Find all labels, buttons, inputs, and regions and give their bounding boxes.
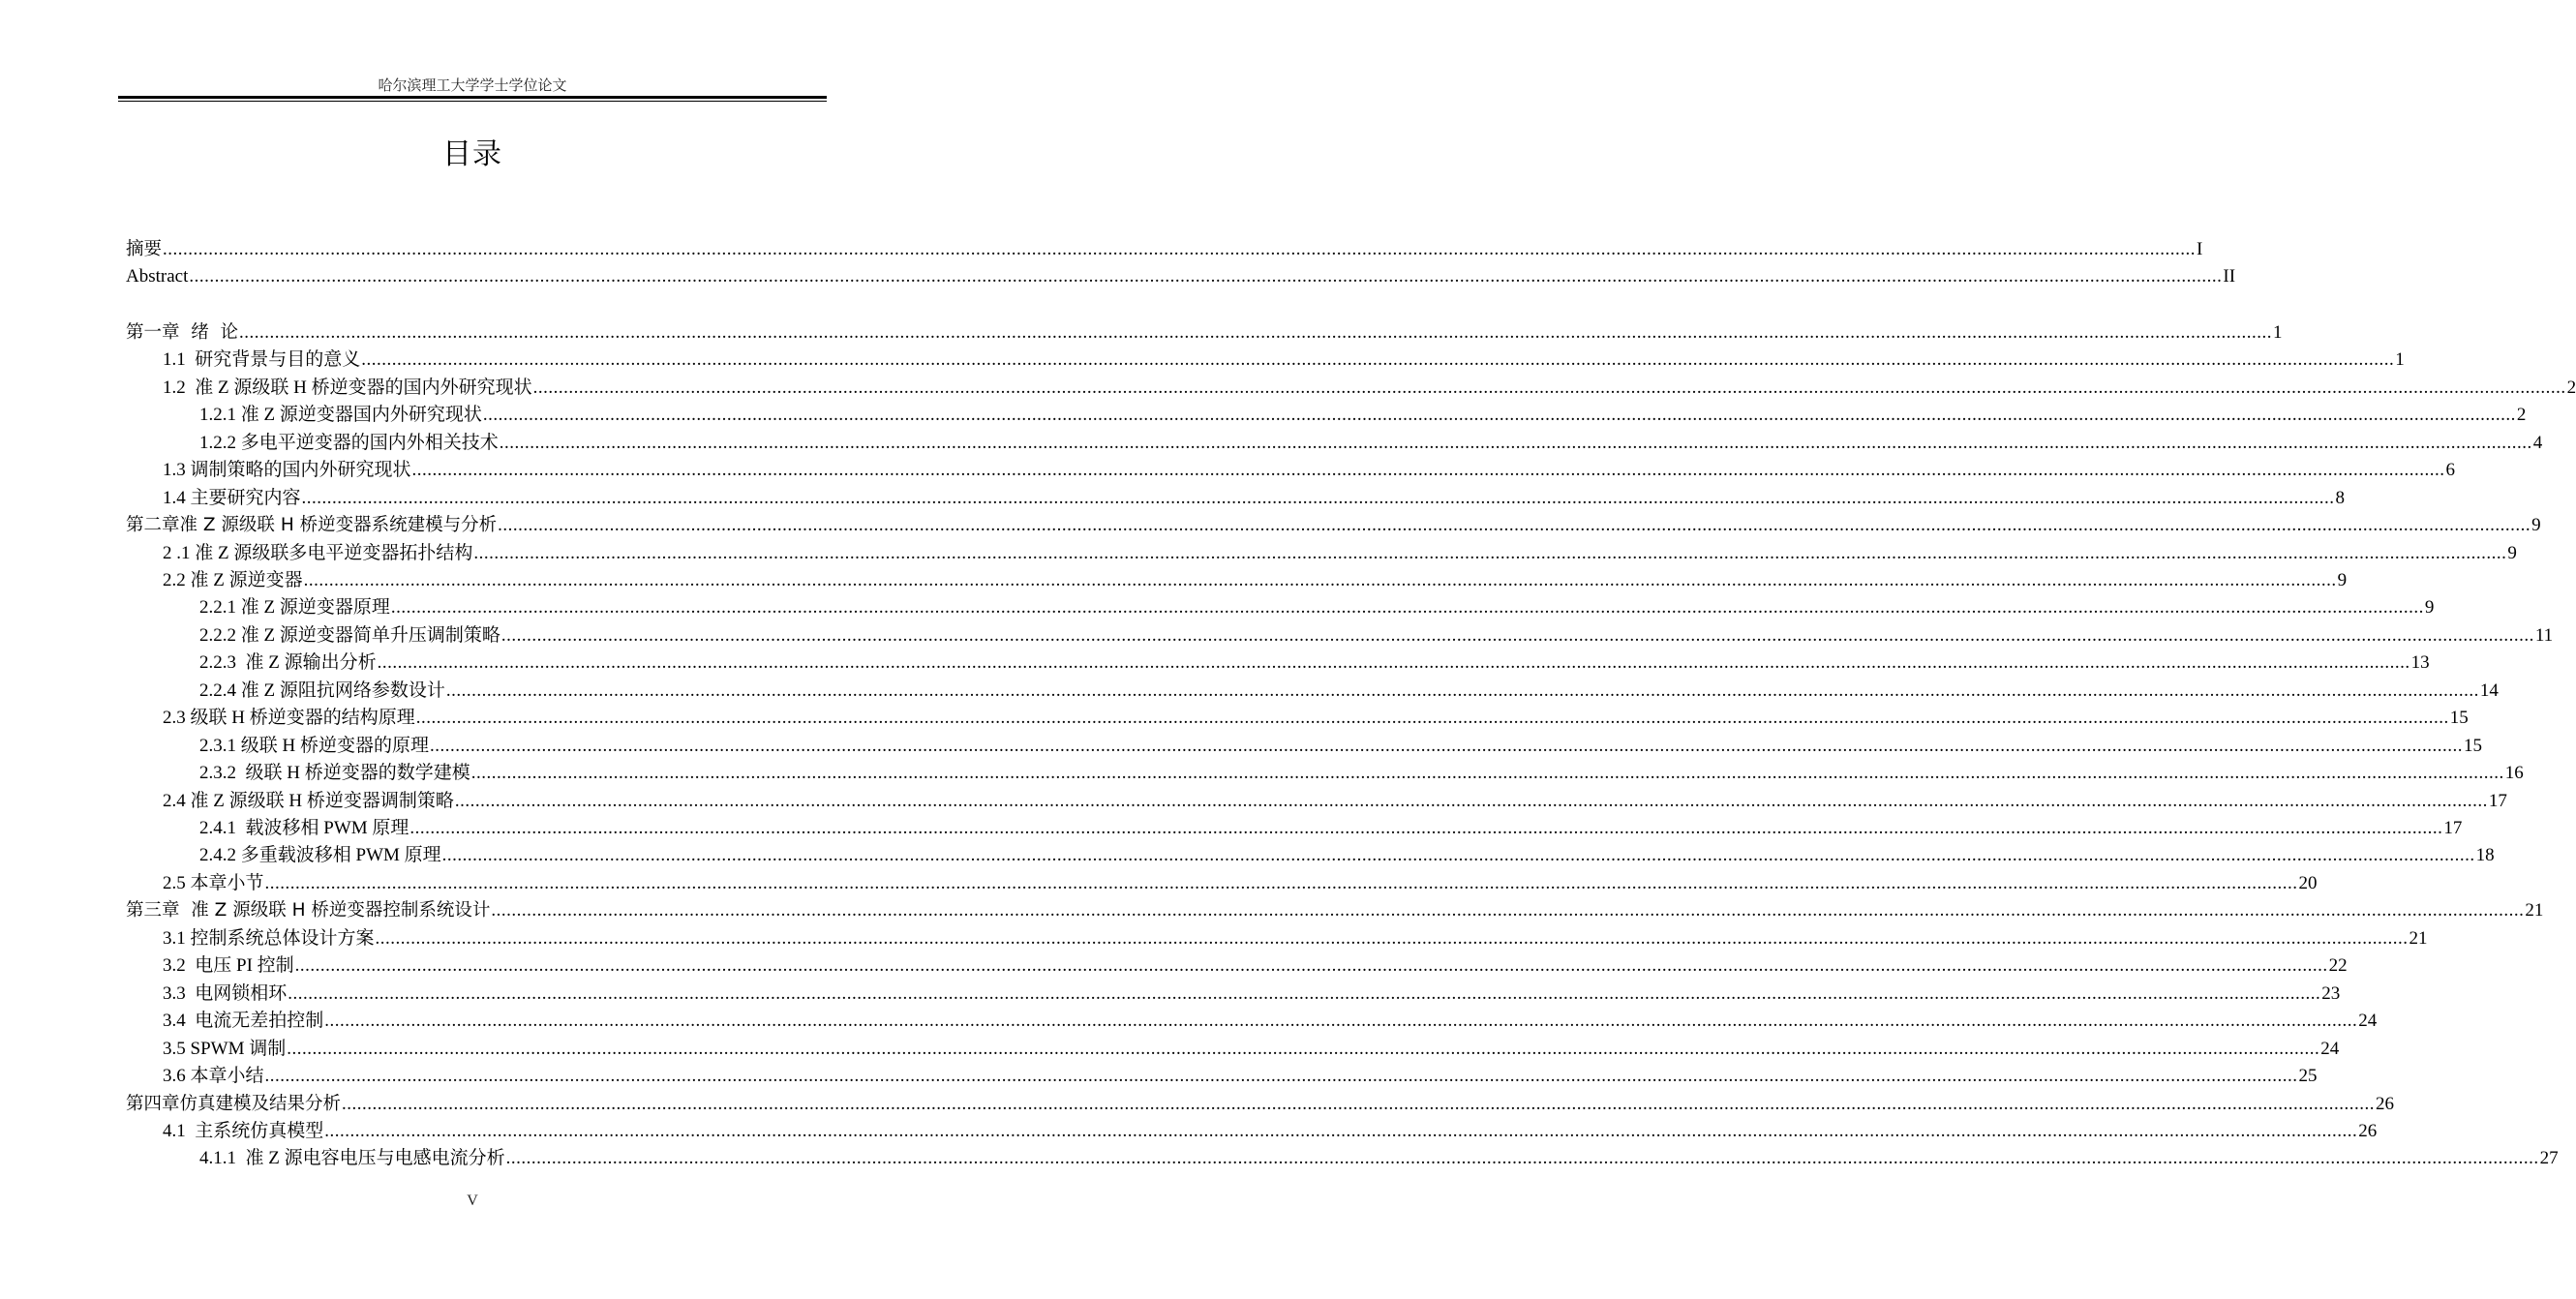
toc-dot-leader: ................................................................................................................................................................................................................................................................................................................................................................................................................ [163, 239, 2197, 259]
toc-entry-label: 第一章 绪 论 [126, 321, 239, 343]
toc-entry[interactable] [163, 457, 2456, 484]
toc-entry[interactable] [199, 1145, 2559, 1172]
toc-entry-page: 9 [2337, 569, 2348, 590]
toc-entry[interactable] [163, 567, 2348, 594]
toc-dot-leader: ................................................................................................................................................................................................................................................................................................................................................................................................................ [498, 515, 2531, 536]
toc-entry-label: 2.4 准 Z 源级联 H 桥逆变器调制策略 [163, 790, 454, 811]
toc-entry-label: 1.2.1 准 Z 源逆变器国内外研究现状 [199, 405, 482, 426]
toc-dot-leader: ................................................................................................................................................................................................................................................................................................................................................................................................................ [264, 1066, 2298, 1087]
toc-entry[interactable] [199, 622, 2554, 650]
toc-entry-label: 3.4 电流无差拍控制 [163, 1011, 324, 1032]
toc-entry-label: 2.5 本章小节 [163, 872, 264, 893]
toc-entry[interactable] [163, 705, 2469, 732]
toc-entry-label: 3.1 控制系统总体设计方案 [163, 927, 375, 949]
toc-entry[interactable] [163, 1063, 2318, 1090]
toc-dot-leader: ................................................................................................................................................................................................................................................................................................................................................................................................................ [441, 845, 2475, 866]
toc-entry[interactable] [163, 925, 2428, 952]
toc-entry[interactable] [163, 1036, 2340, 1063]
toc-dot-leader: ................................................................................................................................................................................................................................................................................................................................................................................................................ [375, 927, 2409, 949]
toc-entry-label: 3.5 SPWM 调制 [163, 1038, 287, 1059]
toc-dot-leader: ................................................................................................................................................................................................................................................................................................................................................................................................................ [303, 569, 2337, 590]
toc-entry-label: 1.2 准 Z 源级联 H 桥逆变器的国内外研究现状 [163, 377, 532, 398]
toc-entry-page: 15 [2463, 735, 2482, 756]
header-rule-thick [118, 96, 827, 99]
toc-dot-leader: ................................................................................................................................................................................................................................................................................................................................................................................................................ [445, 680, 2479, 701]
toc-dot-leader: ................................................................................................................................................................................................................................................................................................................................................................................................................ [411, 460, 2445, 481]
toc-entry-page: 11 [2534, 624, 2554, 646]
toc-entry-page: 16 [2504, 763, 2524, 784]
toc-dot-leader: ................................................................................................................................................................................................................................................................................................................................................................................................................ [415, 708, 2449, 729]
toc-entry-page: 6 [2445, 460, 2456, 481]
toc-entry-page: II [2223, 266, 2236, 287]
toc-dot-leader: ................................................................................................................................................................................................................................................................................................................................................................................................................ [454, 790, 2488, 811]
toc-entry-page: 26 [2358, 1120, 2378, 1141]
toc-entry-label: 第二章准 Z 源级联 H 桥逆变器系统建模与分析 [126, 515, 498, 536]
toc-entry-label: 2.2.3 准 Z 源输出分析 [199, 652, 377, 674]
toc-entry-page: 21 [2409, 927, 2428, 949]
toc-entry[interactable] [199, 842, 2495, 869]
toc-dot-leader: ................................................................................................................................................................................................................................................................................................................................................................................................................ [482, 405, 2516, 426]
toc-dot-leader: ................................................................................................................................................................................................................................................................................................................................................................................................................ [377, 652, 2410, 674]
toc-entry[interactable] [163, 1008, 2378, 1035]
toc-entry[interactable] [199, 733, 2482, 760]
toc-entry-label: 2.4.2 多重载波移相 PWM 原理 [199, 845, 441, 866]
toc-entry-page: 9 [2507, 542, 2517, 563]
toc-entry-label: 2.2.4 准 Z 源阻抗网络参数设计 [199, 680, 445, 701]
toc-entry[interactable] [199, 430, 2543, 457]
toc-dot-leader: ................................................................................................................................................................................................................................................................................................................................................................................................................ [505, 1148, 2539, 1169]
toc-entry-label: 3.3 电网锁相环 [163, 982, 288, 1004]
toc-entry-label: 3.6 本章小结 [163, 1066, 264, 1087]
toc-dot-leader: ................................................................................................................................................................................................................................................................................................................................................................................................................ [288, 982, 2321, 1004]
toc-dot-leader: ................................................................................................................................................................................................................................................................................................................................................................................................................ [429, 735, 2463, 756]
toc-entry-page: 18 [2475, 845, 2495, 866]
toc-dot-leader: ................................................................................................................................................................................................................................................................................................................................................................................................................ [287, 1038, 2320, 1059]
toc-dot-leader: ................................................................................................................................................................................................................................................................................................................................................................................................................ [324, 1011, 2358, 1032]
toc-entry[interactable] [163, 347, 2405, 374]
toc-entry-page: 8 [2335, 487, 2346, 508]
toc-entry-page: 17 [2488, 790, 2507, 811]
toc-entry-label: 第四章仿真建模及结果分析 [126, 1093, 342, 1114]
toc-entry-label: 第三章 准 Z 源级联 H 桥逆变器控制系统设计 [126, 900, 491, 921]
toc-dot-leader: ................................................................................................................................................................................................................................................................................................................................................................................................................ [294, 955, 2328, 977]
toc-dot-leader: ................................................................................................................................................................................................................................................................................................................................................................................................................ [499, 432, 2532, 453]
toc-entry[interactable] [126, 319, 2283, 347]
toc-dot-leader: ................................................................................................................................................................................................................................................................................................................................................................................................................ [390, 597, 2424, 619]
toc-entry-label: 2.2 准 Z 源逆变器 [163, 569, 303, 590]
toc-entry[interactable] [163, 540, 2517, 567]
toc-dot-leader: ................................................................................................................................................................................................................................................................................................................................................................................................................ [500, 624, 2534, 646]
toc-entry-page: 24 [2320, 1038, 2340, 1059]
toc-entry-page: 20 [2298, 872, 2318, 893]
toc-entry[interactable] [126, 236, 2203, 263]
toc-dot-leader: ................................................................................................................................................................................................................................................................................................................................................................................................................ [189, 266, 2223, 287]
toc-entry-label: 1.2.2 多电平逆变器的国内外相关技术 [199, 432, 499, 453]
header-rule-thin [118, 101, 827, 102]
toc-dot-leader: ................................................................................................................................................................................................................................................................................................................................................................................................................ [264, 872, 2298, 893]
toc-entry-page: 13 [2410, 652, 2430, 674]
toc-dot-leader: ................................................................................................................................................................................................................................................................................................................................................................................................................ [409, 818, 2443, 838]
toc-entry[interactable] [199, 678, 2499, 705]
toc-entry-page: 2 [2566, 377, 2576, 398]
toc-entry-label: 2.3.2 级联 H 桥逆变器的数学建模 [199, 763, 470, 784]
toc-dot-leader: ................................................................................................................................................................................................................................................................................................................................................................................................................ [324, 1120, 2358, 1141]
toc-entry[interactable] [163, 952, 2348, 980]
page-number: V [467, 1193, 478, 1209]
toc-entry-page: 1 [2273, 321, 2283, 343]
toc-dot-leader: ................................................................................................................................................................................................................................................................................................................................................................................................................ [491, 900, 2525, 921]
toc-dot-leader: ................................................................................................................................................................................................................................................................................................................................................................................................................ [342, 1093, 2376, 1114]
toc-entry-label: Abstract [126, 266, 189, 287]
toc-dot-leader: ................................................................................................................................................................................................................................................................................................................................................................................................................ [470, 763, 2504, 784]
toc-entry-page: 24 [2358, 1011, 2378, 1032]
toc-entry-page: 22 [2328, 955, 2348, 977]
toc-entry-label: 3.2 电压 PI 控制 [163, 955, 294, 977]
toc-entry[interactable] [126, 1091, 2395, 1118]
toc-entry-label: 2.2.2 准 Z 源逆变器简单升压调制策略 [199, 624, 500, 646]
toc-entry[interactable] [199, 402, 2527, 429]
toc-entry-label: 4.1 主系统仿真模型 [163, 1120, 324, 1141]
toc-entry-label: 1.1 研究背景与目的意义 [163, 349, 361, 371]
toc-entry-label: 2 .1 准 Z 源级联多电平逆变器拓扑结构 [163, 542, 473, 563]
toc-entry[interactable] [199, 760, 2524, 787]
toc-entry-label: 摘要 [126, 239, 163, 259]
header-rule [118, 96, 827, 103]
toc-dot-leader: ................................................................................................................................................................................................................................................................................................................................................................................................................ [473, 542, 2507, 563]
toc-entry[interactable] [163, 1118, 2378, 1145]
toc-entry-page: 26 [2376, 1093, 2395, 1114]
toc-entry[interactable] [163, 870, 2318, 897]
toc-entry-page: 15 [2449, 708, 2469, 729]
toc-entry-page: 14 [2479, 680, 2499, 701]
toc-entry[interactable] [163, 375, 2576, 402]
toc-entry-page: 9 [2424, 597, 2435, 619]
toc-entry-page: I [2197, 239, 2203, 259]
toc-entry-label: 2.3 级联 H 桥逆变器的结构原理 [163, 708, 415, 729]
page-title: 目录 [442, 137, 502, 171]
toc-entry-page: 4 [2532, 432, 2543, 453]
toc-entry-page: 23 [2321, 982, 2341, 1004]
toc-dot-leader: ................................................................................................................................................................................................................................................................................................................................................................................................................ [239, 321, 2273, 343]
toc-entry[interactable] [163, 485, 2346, 512]
toc-entry-page: 1 [2395, 349, 2405, 371]
toc-entry[interactable] [126, 263, 2236, 290]
toc-entry[interactable] [126, 897, 2544, 924]
toc-entry-label: 4.1.1 准 Z 源电容电压与电感电流分析 [199, 1148, 505, 1169]
toc-entry-label: 2.4.1 载波移相 PWM 原理 [199, 818, 409, 838]
toc-entry-page: 17 [2443, 818, 2463, 838]
toc-dot-leader: ................................................................................................................................................................................................................................................................................................................................................................................................................ [532, 377, 2566, 398]
toc-entry-label: 1.3 调制策略的国内外研究现状 [163, 460, 411, 481]
toc-entry-page: 25 [2298, 1066, 2318, 1087]
toc-entry-page: 21 [2525, 900, 2544, 921]
toc-entry-page: 9 [2531, 515, 2541, 536]
toc-dot-leader: ................................................................................................................................................................................................................................................................................................................................................................................................................ [301, 487, 2335, 508]
toc-entry[interactable] [163, 788, 2507, 815]
toc-entry-label: 2.3.1 级联 H 桥逆变器的原理 [199, 735, 429, 756]
toc-entry-page: 27 [2539, 1148, 2559, 1169]
toc-entry[interactable] [126, 512, 2541, 539]
running-header: 哈尔滨理工大学学士学位论文 [378, 78, 567, 94]
toc-entry[interactable] [199, 650, 2430, 677]
toc-entry-label: 2.2.1 准 Z 源逆变器原理 [199, 597, 390, 619]
toc-entry[interactable] [163, 981, 2341, 1008]
toc-entry-label: 1.4 主要研究内容 [163, 487, 301, 508]
toc-entry-page: 2 [2516, 405, 2527, 426]
toc-entry[interactable] [199, 594, 2435, 621]
toc-dot-leader: ................................................................................................................................................................................................................................................................................................................................................................................................................ [361, 349, 2395, 371]
toc-entry[interactable] [199, 815, 2463, 842]
